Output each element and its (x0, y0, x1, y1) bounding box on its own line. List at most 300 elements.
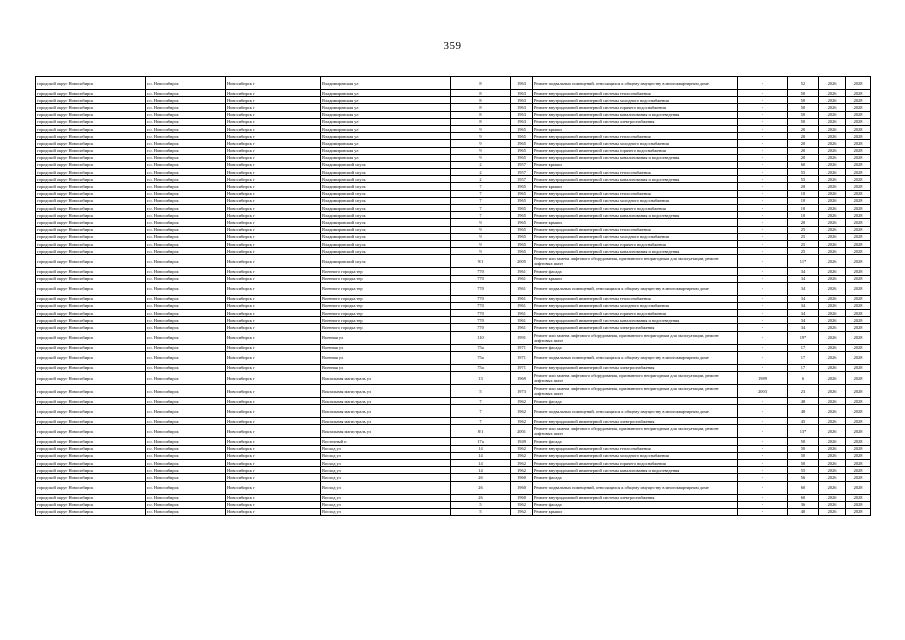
municipality-cell: городской округ Новосибирск (36, 226, 146, 233)
house-number-cell: 770 (451, 275, 511, 282)
street-cell: Военного городка тер (321, 317, 451, 324)
street-cell: Военного городка тер (321, 302, 451, 309)
wear-percent-cell: 50 (788, 90, 819, 97)
page-number: 359 (443, 40, 462, 52)
table-row (36, 302, 871, 309)
last-repair-year-cell: - (738, 275, 788, 282)
plan-start-cell: 2026 (819, 310, 846, 317)
table-row (36, 154, 871, 161)
city-district-cell: г.о. Новосибирск (146, 226, 226, 233)
city-district-cell: г.о. Новосибирск (146, 331, 226, 344)
settlement-cell: Новосибирск г (226, 255, 321, 268)
house-number-cell: 8 (451, 97, 511, 104)
settlement-cell: Новосибирск г (226, 481, 321, 494)
house-number-cell: 9 (451, 219, 511, 226)
municipality-cell: городской округ Новосибирск (36, 111, 146, 118)
plan-end-cell: 2028 (846, 268, 871, 275)
city-district-cell: г.о. Новосибирск (146, 90, 226, 97)
work-type-cell: Ремонт или замена лифтового оборудования, признанного непригодным для эксплуатации, ремонт лифтовых шахт (533, 331, 738, 344)
work-type-cell: Ремонт внутридомовой инженерной системы канализования и водоотведения (533, 154, 738, 161)
wear-percent-cell: 11* (788, 255, 819, 268)
settlement-cell: Новосибирск г (226, 268, 321, 275)
wear-percent-cell: 20 (788, 125, 819, 132)
wear-percent-cell: 25 (788, 248, 819, 255)
table-row (36, 118, 871, 125)
street-cell: Владимировская ул (321, 140, 451, 147)
street-cell: Вокзальная магистраль ул (321, 385, 451, 398)
house-number-cell: 7 (451, 212, 511, 219)
wear-percent-cell: 50 (788, 459, 819, 466)
plan-start-cell: 2026 (819, 452, 846, 459)
plan-end-cell: 2028 (846, 212, 871, 219)
plan-end-cell: 2028 (846, 501, 871, 508)
last-repair-year-cell: - (738, 183, 788, 190)
street-cell: Владимировская ул (321, 104, 451, 111)
last-repair-year-cell: - (738, 226, 788, 233)
last-repair-year-cell: - (738, 445, 788, 452)
wear-percent-cell: 48 (788, 398, 819, 405)
municipality-cell: городской округ Новосибирск (36, 219, 146, 226)
table-row (36, 176, 871, 183)
municipality-cell: городской округ Новосибирск (36, 310, 146, 317)
last-repair-year-cell: - (738, 133, 788, 140)
municipality-cell: городской округ Новосибирск (36, 501, 146, 508)
street-cell: Владимировский спуск (321, 161, 451, 168)
plan-end-cell: 2028 (846, 154, 871, 161)
build-year-cell: 1965 (511, 125, 533, 132)
plan-start-cell: 2026 (819, 140, 846, 147)
plan-start-cell: 2026 (819, 324, 846, 331)
table-row (36, 97, 871, 104)
city-district-cell: г.о. Новосибирск (146, 111, 226, 118)
plan-start-cell: 2026 (819, 190, 846, 197)
street-cell: Военного городка тер (321, 324, 451, 331)
city-district-cell: г.о. Новосибирск (146, 282, 226, 295)
last-repair-year-cell: - (738, 331, 788, 344)
table-row (36, 501, 871, 508)
municipality-cell: городской округ Новосибирск (36, 344, 146, 351)
street-cell: Восход ул (321, 452, 451, 459)
plan-start-cell: 2026 (819, 90, 846, 97)
plan-start-cell: 2026 (819, 372, 846, 385)
build-year-cell: 1965 (511, 197, 533, 204)
build-year-cell: 1961 (511, 282, 533, 295)
municipality-cell: городской округ Новосибирск (36, 133, 146, 140)
plan-end-cell: 2028 (846, 125, 871, 132)
wear-percent-cell: 25 (788, 226, 819, 233)
settlement-cell: Новосибирск г (226, 405, 321, 418)
house-number-cell: 9 (451, 140, 511, 147)
build-year-cell: 1961 (511, 317, 533, 324)
house-number-cell: 9 (451, 147, 511, 154)
table-row (36, 275, 871, 282)
last-repair-year-cell: - (738, 111, 788, 118)
work-type-cell: Ремонт внутридомовой инженерной системы холодного водоснабжения (533, 197, 738, 204)
table-row (36, 111, 871, 118)
wear-percent-cell: 60 (788, 481, 819, 494)
city-district-cell: г.о. Новосибирск (146, 205, 226, 212)
settlement-cell: Новосибирск г (226, 467, 321, 474)
street-cell: Военного городка тер (321, 295, 451, 302)
street-cell: Владимировская ул (321, 154, 451, 161)
plan-start-cell: 2026 (819, 111, 846, 118)
street-cell: Вокзальная магистраль ул (321, 398, 451, 405)
municipality-cell: городской округ Новосибирск (36, 104, 146, 111)
last-repair-year-cell: 1989 (738, 372, 788, 385)
street-cell: Владимировская ул (321, 97, 451, 104)
street-cell: Военного городка тер (321, 310, 451, 317)
municipality-cell: городской округ Новосибирск (36, 268, 146, 275)
build-year-cell: 1965 (511, 133, 533, 140)
build-year-cell: 1965 (511, 183, 533, 190)
build-year-cell: 1963 (511, 118, 533, 125)
build-year-cell: 1963 (511, 111, 533, 118)
work-type-cell: Ремонт внутридомовой инженерной системы теплоснабжения (533, 169, 738, 176)
plan-start-cell: 2026 (819, 275, 846, 282)
work-type-cell: Ремонт фасада (533, 398, 738, 405)
table-row (36, 219, 871, 226)
house-number-cell: 8 (451, 77, 511, 90)
wear-percent-cell: 20 (788, 183, 819, 190)
build-year-cell: 1965 (511, 147, 533, 154)
settlement-cell: Новосибирск г (226, 324, 321, 331)
work-type-cell: Ремонт крыши (533, 219, 738, 226)
last-repair-year-cell: - (738, 125, 788, 132)
build-year-cell: 1965 (511, 205, 533, 212)
plan-end-cell: 2028 (846, 317, 871, 324)
house-number-cell: 7 (451, 183, 511, 190)
city-district-cell: г.о. Новосибирск (146, 77, 226, 90)
municipality-cell: городской округ Новосибирск (36, 494, 146, 501)
table-row (36, 183, 871, 190)
last-repair-year-cell: - (738, 344, 788, 351)
wear-percent-cell: 10 (788, 205, 819, 212)
wear-percent-cell: 50 (788, 104, 819, 111)
last-repair-year-cell: - (738, 140, 788, 147)
last-repair-year-cell: - (738, 205, 788, 212)
settlement-cell: Новосибирск г (226, 118, 321, 125)
street-cell: Владимировская ул (321, 133, 451, 140)
house-number-cell: 8 (451, 111, 511, 118)
wear-percent-cell: 25 (788, 240, 819, 247)
table-row (36, 438, 871, 445)
house-number-cell: 13 (451, 372, 511, 385)
city-district-cell: г.о. Новосибирск (146, 385, 226, 398)
plan-start-cell: 2026 (819, 398, 846, 405)
city-district-cell: г.о. Новосибирск (146, 418, 226, 425)
plan-start-cell: 2026 (819, 77, 846, 90)
plan-start-cell: 2026 (819, 154, 846, 161)
plan-end-cell: 2028 (846, 111, 871, 118)
city-district-cell: г.о. Новосибирск (146, 240, 226, 247)
settlement-cell: Новосибирск г (226, 425, 321, 438)
build-year-cell: 1965 (511, 233, 533, 240)
plan-end-cell: 2028 (846, 310, 871, 317)
city-district-cell: г.о. Новосибирск (146, 452, 226, 459)
repair-schedule-table (35, 76, 871, 516)
municipality-cell: городской округ Новосибирск (36, 147, 146, 154)
last-repair-year-cell: - (738, 481, 788, 494)
table-row (36, 459, 871, 466)
municipality-cell: городской округ Новосибирск (36, 212, 146, 219)
build-year-cell: 1965 (511, 240, 533, 247)
street-cell: Владимировский спуск (321, 248, 451, 255)
municipality-cell: городской округ Новосибирск (36, 176, 146, 183)
wear-percent-cell: 34 (788, 268, 819, 275)
last-repair-year-cell: - (738, 295, 788, 302)
municipality-cell: городской округ Новосибирск (36, 405, 146, 418)
work-type-cell: Ремонт или замена лифтового оборудования, признанного непригодным для эксплуатации, ремонт лифтовых шахт (533, 425, 738, 438)
settlement-cell: Новосибирск г (226, 226, 321, 233)
last-repair-year-cell: - (738, 255, 788, 268)
last-repair-year-cell: - (738, 494, 788, 501)
table-row (36, 147, 871, 154)
settlement-cell: Новосибирск г (226, 169, 321, 176)
plan-end-cell: 2028 (846, 77, 871, 90)
build-year-cell: 1971 (511, 344, 533, 351)
wear-percent-cell: 50 (788, 111, 819, 118)
table-row (36, 331, 871, 344)
wear-percent-cell: 34 (788, 295, 819, 302)
work-type-cell: Ремонт внутридомовой инженерной системы канализования и водоотведения (533, 248, 738, 255)
wear-percent-cell: 34 (788, 324, 819, 331)
table-row (36, 268, 871, 275)
street-cell: Владимировский спуск (321, 190, 451, 197)
city-district-cell: г.о. Новосибирск (146, 147, 226, 154)
wear-percent-cell: 10 (788, 190, 819, 197)
house-number-cell: 9 (451, 125, 511, 132)
build-year-cell: 1965 (511, 212, 533, 219)
wear-percent-cell: 60 (788, 494, 819, 501)
work-type-cell: Ремонт крыши (533, 125, 738, 132)
street-cell: Владимировский спуск (321, 205, 451, 212)
wear-percent-cell: 55 (788, 176, 819, 183)
settlement-cell: Новосибирск г (226, 147, 321, 154)
last-repair-year-cell: - (738, 77, 788, 90)
last-repair-year-cell: - (738, 197, 788, 204)
settlement-cell: Новосибирск г (226, 372, 321, 385)
plan-end-cell: 2028 (846, 372, 871, 385)
plan-end-cell: 2028 (846, 275, 871, 282)
street-cell: Вокзальная магистраль ул (321, 372, 451, 385)
street-cell: Восход ул (321, 508, 451, 515)
house-number-cell: 2 (451, 169, 511, 176)
street-cell: Владимировский спуск (321, 169, 451, 176)
plan-start-cell: 2026 (819, 212, 846, 219)
city-district-cell: г.о. Новосибирск (146, 398, 226, 405)
plan-end-cell: 2028 (846, 351, 871, 364)
city-district-cell: г.о. Новосибирск (146, 154, 226, 161)
work-type-cell: Ремонт крыши (533, 183, 738, 190)
wear-percent-cell: 13* (788, 425, 819, 438)
settlement-cell: Новосибирск г (226, 344, 321, 351)
street-cell: Военного городка тер (321, 282, 451, 295)
municipality-cell: городской округ Новосибирск (36, 317, 146, 324)
municipality-cell: городской округ Новосибирск (36, 77, 146, 90)
table-row (36, 212, 871, 219)
table-row (36, 344, 871, 351)
work-type-cell: Ремонт фасада (533, 344, 738, 351)
municipality-cell: городской округ Новосибирск (36, 140, 146, 147)
work-type-cell: Ремонт крыши (533, 275, 738, 282)
plan-end-cell: 2028 (846, 240, 871, 247)
settlement-cell: Новосибирск г (226, 77, 321, 90)
work-type-cell: Ремонт или замена лифтового оборудования, признанного непригодным для эксплуатации, ремонт лифтовых шахт (533, 372, 738, 385)
table-row (36, 310, 871, 317)
wear-percent-cell: 50 (788, 97, 819, 104)
street-cell: Владимировский спуск (321, 183, 451, 190)
house-number-cell: 770 (451, 282, 511, 295)
municipality-cell: городской округ Новосибирск (36, 302, 146, 309)
plan-start-cell: 2026 (819, 385, 846, 398)
city-district-cell: г.о. Новосибирск (146, 255, 226, 268)
plan-end-cell: 2028 (846, 474, 871, 481)
build-year-cell: 1961 (511, 268, 533, 275)
city-district-cell: г.о. Новосибирск (146, 364, 226, 371)
wear-percent-cell: 50 (788, 118, 819, 125)
street-cell: Владимировская ул (321, 118, 451, 125)
table-row (36, 125, 871, 132)
plan-end-cell: 2028 (846, 418, 871, 425)
work-type-cell: Ремонт внутридомовой инженерной системы теплоснабжения (533, 133, 738, 140)
municipality-cell: городской округ Новосибирск (36, 474, 146, 481)
build-year-cell: 1965 (511, 248, 533, 255)
settlement-cell: Новосибирск г (226, 494, 321, 501)
work-type-cell: Ремонт фасада (533, 438, 738, 445)
last-repair-year-cell: - (738, 324, 788, 331)
wear-percent-cell: 40 (788, 508, 819, 515)
plan-end-cell: 2028 (846, 494, 871, 501)
wear-percent-cell: 50 (788, 438, 819, 445)
build-year-cell: 1960 (511, 494, 533, 501)
work-type-cell: Ремонт внутридомовой инженерной системы холодного водоснабжения (533, 140, 738, 147)
table-row (36, 508, 871, 515)
house-number-cell: 9 (451, 248, 511, 255)
plan-end-cell: 2028 (846, 197, 871, 204)
house-number-cell: 8 (451, 118, 511, 125)
street-cell: Восход ул (321, 467, 451, 474)
build-year-cell: 1962 (511, 452, 533, 459)
house-number-cell: 2 (451, 176, 511, 183)
city-district-cell: г.о. Новосибирск (146, 233, 226, 240)
plan-end-cell: 2028 (846, 508, 871, 515)
work-type-cell: Ремонт внутридомовой инженерной системы электроснабжения (533, 324, 738, 331)
house-number-cell: 7 (451, 398, 511, 405)
plan-start-cell: 2026 (819, 197, 846, 204)
build-year-cell: 1957 (511, 169, 533, 176)
street-cell: Вокзальная магистраль ул (321, 425, 451, 438)
city-district-cell: г.о. Новосибирск (146, 176, 226, 183)
build-year-cell: 2001 (511, 425, 533, 438)
build-year-cell: 1961 (511, 295, 533, 302)
city-district-cell: г.о. Новосибирск (146, 190, 226, 197)
settlement-cell: Новосибирск г (226, 154, 321, 161)
table-row (36, 197, 871, 204)
last-repair-year-cell: - (738, 398, 788, 405)
house-number-cell: 770 (451, 324, 511, 331)
street-cell: Восточный п (321, 438, 451, 445)
house-number-cell: 14 (451, 452, 511, 459)
municipality-cell: городской округ Новосибирск (36, 351, 146, 364)
plan-start-cell: 2026 (819, 351, 846, 364)
wear-percent-cell: 17 (788, 344, 819, 351)
street-cell: Военная ул (321, 331, 451, 344)
build-year-cell: 1962 (511, 508, 533, 515)
work-type-cell: Ремонт внутридомовой инженерной системы теплоснабжения (533, 190, 738, 197)
work-type-cell: Ремонт внутридомовой инженерной системы канализования и водоотведения (533, 317, 738, 324)
house-number-cell: 8 (451, 104, 511, 111)
wear-percent-cell: 25 (788, 233, 819, 240)
municipality-cell: городской округ Новосибирск (36, 467, 146, 474)
settlement-cell: Новосибирск г (226, 240, 321, 247)
table-row (36, 385, 871, 398)
plan-end-cell: 2028 (846, 97, 871, 104)
municipality-cell: городской округ Новосибирск (36, 418, 146, 425)
plan-end-cell: 2028 (846, 161, 871, 168)
municipality-cell: городской округ Новосибирск (36, 445, 146, 452)
plan-start-cell: 2026 (819, 425, 846, 438)
city-district-cell: г.о. Новосибирск (146, 344, 226, 351)
wear-percent-cell: 34 (788, 302, 819, 309)
house-number-cell: 770 (451, 310, 511, 317)
city-district-cell: г.о. Новосибирск (146, 438, 226, 445)
municipality-cell: городской округ Новосибирск (36, 385, 146, 398)
street-cell: Владимировский спуск (321, 176, 451, 183)
settlement-cell: Новосибирск г (226, 104, 321, 111)
municipality-cell: городской округ Новосибирск (36, 169, 146, 176)
plan-start-cell: 2026 (819, 344, 846, 351)
settlement-cell: Новосибирск г (226, 501, 321, 508)
last-repair-year-cell: - (738, 351, 788, 364)
last-repair-year-cell: - (738, 97, 788, 104)
table-row (36, 372, 871, 385)
table-row (36, 90, 871, 97)
plan-start-cell: 2026 (819, 147, 846, 154)
city-district-cell: г.о. Новосибирск (146, 302, 226, 309)
work-type-cell: Ремонт подвальных помещений, относящихся к общему имуществу в многоквартирном доме (533, 405, 738, 418)
work-type-cell: Ремонт внутридомовой инженерной системы электроснабжения (533, 364, 738, 371)
last-repair-year-cell: - (738, 161, 788, 168)
build-year-cell: 1961 (511, 302, 533, 309)
build-year-cell: 1969 (511, 372, 533, 385)
plan-start-cell: 2026 (819, 161, 846, 168)
plan-end-cell: 2028 (846, 364, 871, 371)
build-year-cell: 1965 (511, 226, 533, 233)
municipality-cell: городской округ Новосибирск (36, 154, 146, 161)
build-year-cell: 1963 (511, 90, 533, 97)
city-district-cell: г.о. Новосибирск (146, 140, 226, 147)
plan-end-cell: 2028 (846, 140, 871, 147)
settlement-cell: Новосибирск г (226, 161, 321, 168)
city-district-cell: г.о. Новосибирск (146, 459, 226, 466)
plan-end-cell: 2028 (846, 147, 871, 154)
plan-start-cell: 2026 (819, 445, 846, 452)
table-row (36, 248, 871, 255)
table-row (36, 133, 871, 140)
plan-end-cell: 2028 (846, 176, 871, 183)
city-district-cell: г.о. Новосибирск (146, 310, 226, 317)
plan-start-cell: 2026 (819, 233, 846, 240)
build-year-cell: 1962 (511, 405, 533, 418)
house-number-cell: 9/1 (451, 255, 511, 268)
settlement-cell: Новосибирск г (226, 282, 321, 295)
wear-percent-cell: 20 (788, 140, 819, 147)
plan-end-cell: 2028 (846, 190, 871, 197)
house-number-cell: 7 (451, 418, 511, 425)
municipality-cell: городской округ Новосибирск (36, 90, 146, 97)
plan-end-cell: 2028 (846, 481, 871, 494)
plan-start-cell: 2026 (819, 125, 846, 132)
